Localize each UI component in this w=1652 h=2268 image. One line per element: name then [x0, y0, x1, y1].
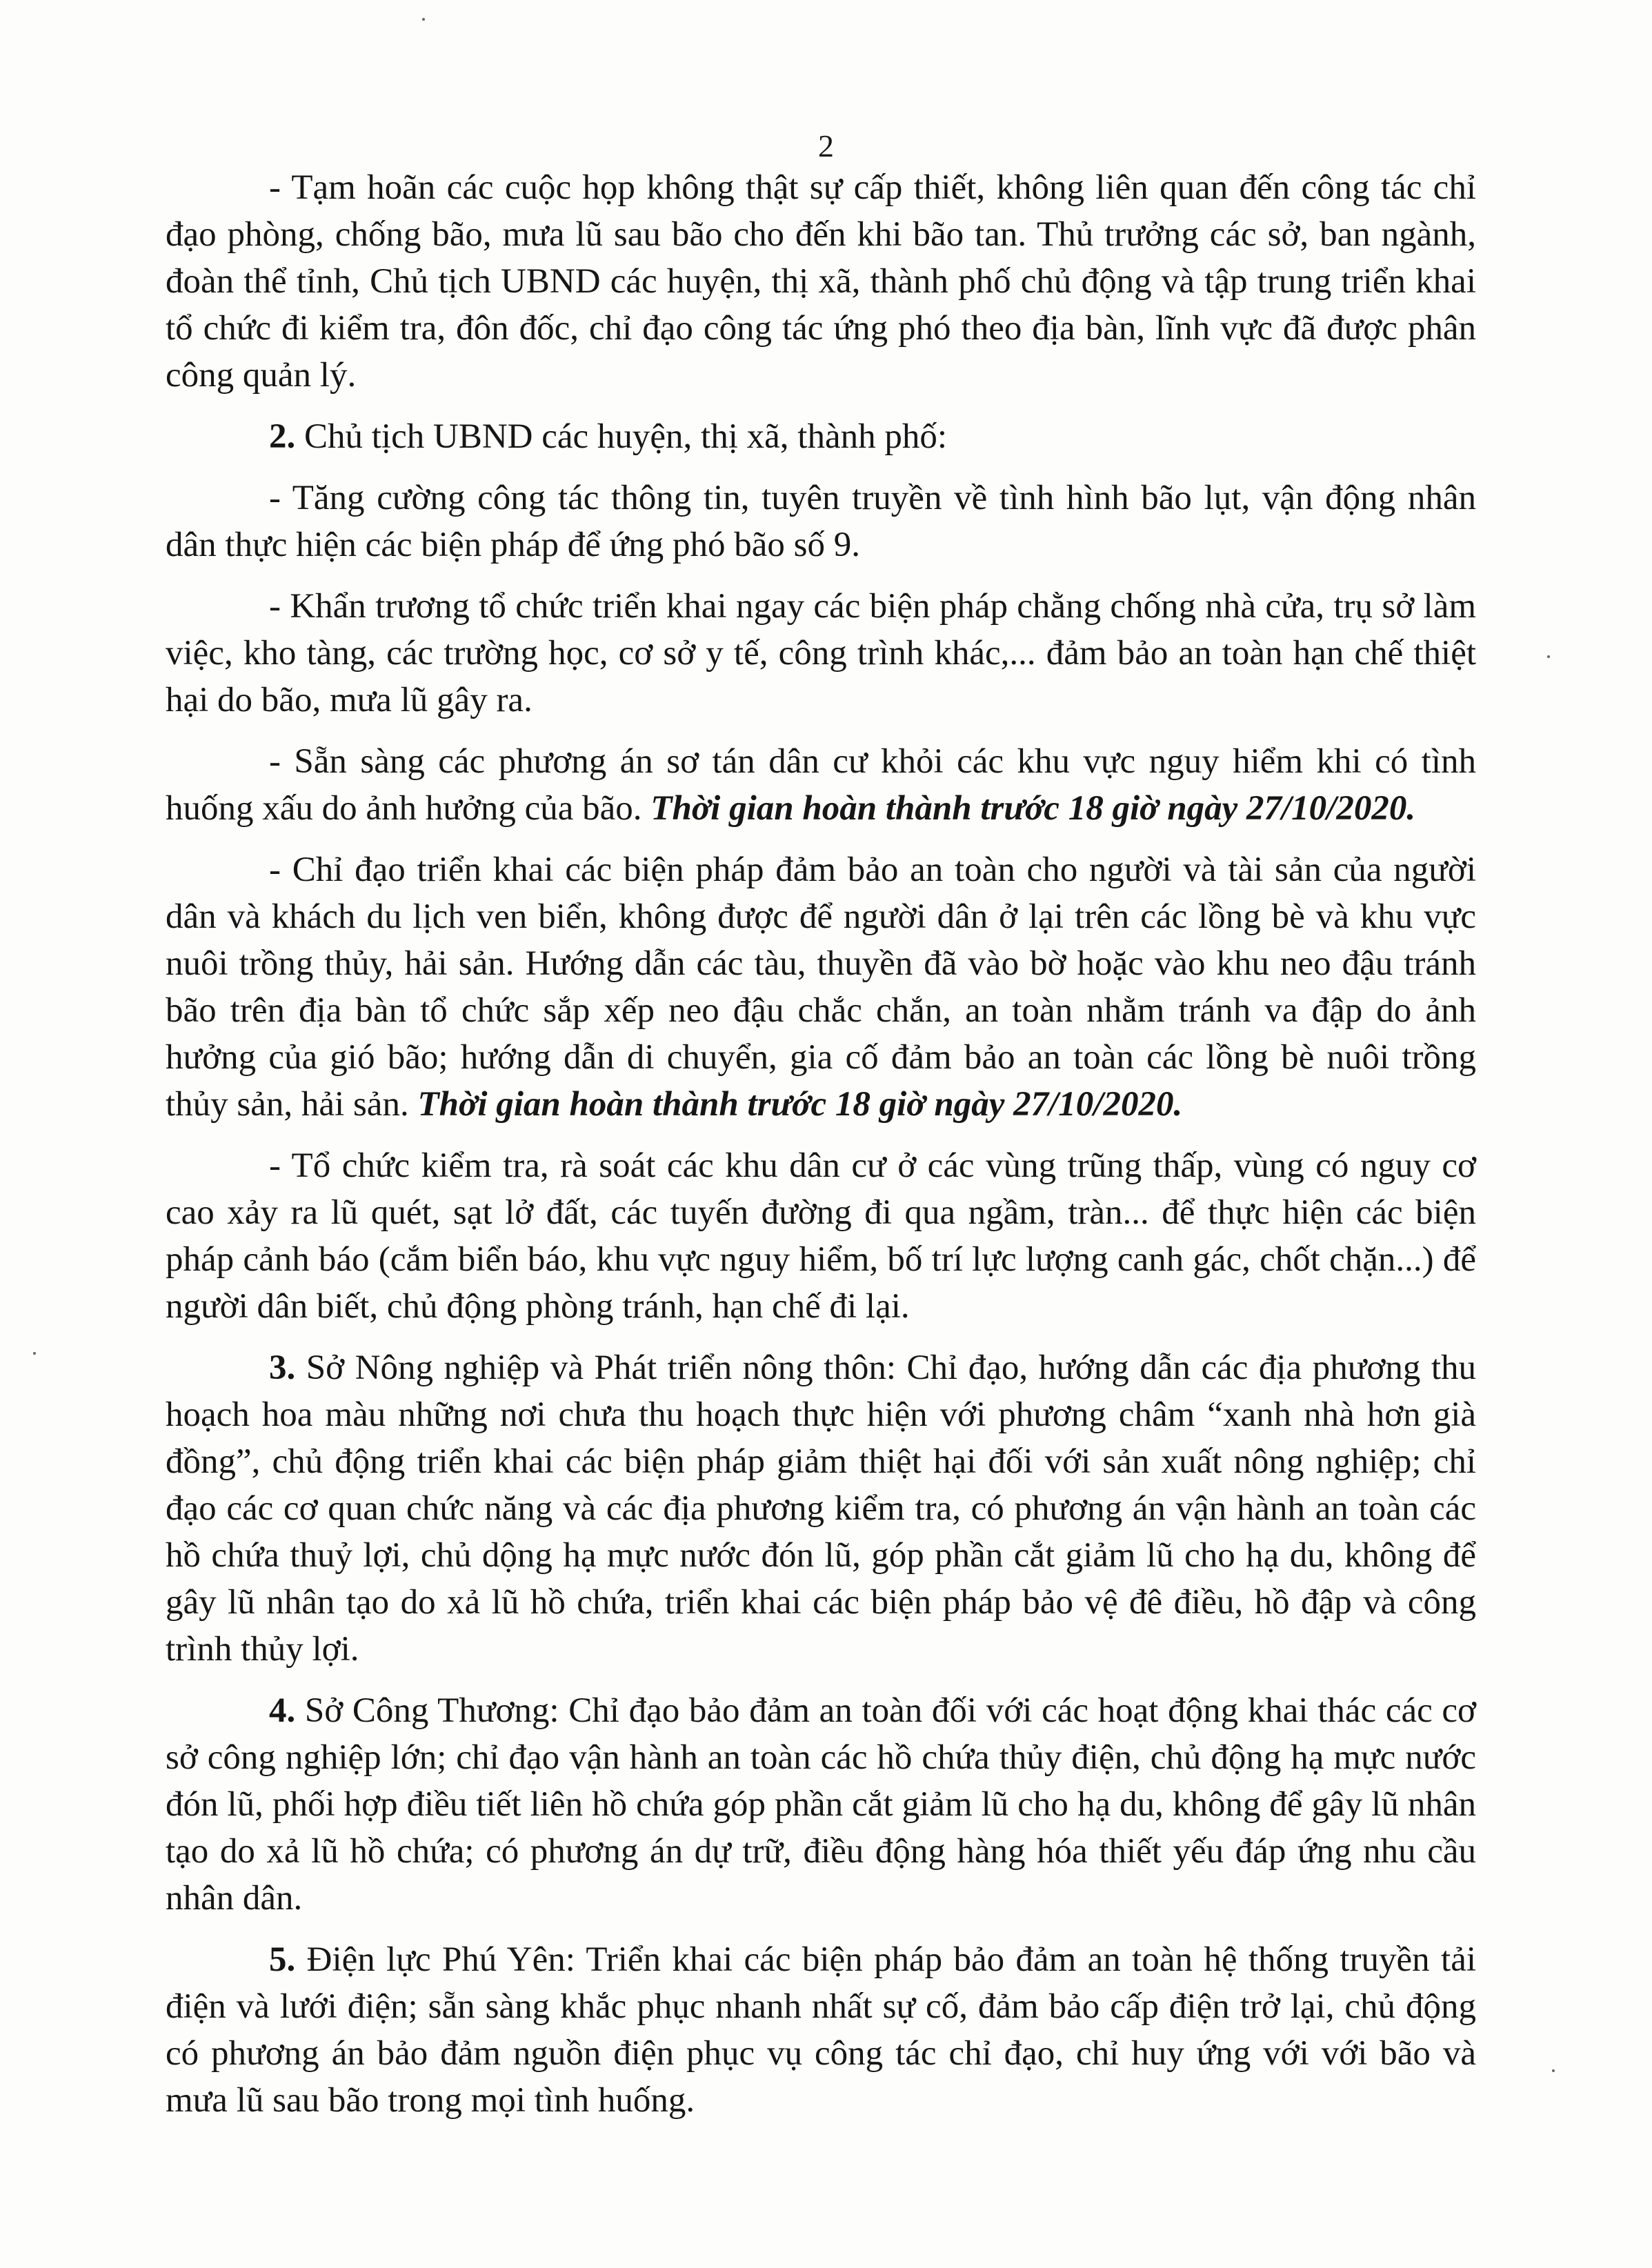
paragraph-text: - Tạm hoãn các cuộc họp không thật sự cấp thiết, không liên quan đến công tác chỉ đạo phòng, chống bão, mưa lũ sau bão cho đến khi bão tan. Thủ trưởng các sở, ban ngành, đoàn thể tỉnh, Chủ tịch UBND các huyện, thị xã, thành phố chủ động và tập trung triển khai tổ chức đi kiểm tra, đôn đốc, chỉ đạo công tác ứng phó theo địa bàn, lĩnh vực đã được phân công quản lý.	[166, 168, 1476, 395]
paragraph-lowland-inspection	[166, 1142, 1476, 1330]
document-body	[166, 164, 1476, 2124]
scan-speck	[33, 1352, 36, 1355]
section-number: 5.	[269, 1940, 296, 1979]
paragraph-text: - Tổ chức kiểm tra, rà soát các khu dân cư ở các vùng trũng thấp, vùng có nguy cơ cao xảy ra lũ quét, sạt lở đất, các tuyến đường đi qua ngầm, tràn... để thực hiện các biện pháp cảnh báo (cắm biển báo, khu vực nguy hiểm, bố trí lực lượng canh gác, chốt chặn...) để người dân biết, chủ động phòng tránh, hạn chế đi lại.	[166, 1146, 1476, 1326]
paragraph-text: Sở Nông nghiệp và Phát triển nông thôn: Chỉ đạo, hướng dẫn các địa phương thu hoạch hoa màu những nơi chưa thu hoạch thực hiện với phương châm “xanh nhà hơn già đồng”, chủ động triển khai các biện pháp giảm thiệt hại đối với sản xuất nông nghiệp; chỉ đạo các cơ quan chức năng và các địa phương kiểm tra, có phương án vận hành an toàn các hồ chứa thuỷ lợi, chủ dộng hạ mực nước đón lũ, góp phần cắt giảm lũ cho hạ du, không để gây lũ nhân tạo do xả lũ hồ chứa, triển khai các biện pháp bảo vệ đê điều, hồ đập và công trình thủy lợi.	[166, 1349, 1477, 1669]
scan-speck	[422, 18, 425, 21]
paragraph-district-chairman-heading	[166, 413, 1476, 460]
paragraph-text: - Tăng cường công tác thông tin, tuyên truyền về tình hình bão lụt, vận động nhân dân thực hiện các biện pháp để ứng phó bão số 9.	[166, 479, 1476, 564]
paragraph-evacuation-plan	[166, 738, 1476, 832]
paragraph-industry-trade-department	[166, 1687, 1476, 1922]
deadline-text: Thời gian hoàn thành trước 18 giờ ngày 27/10/2020.	[417, 1085, 1183, 1124]
paragraph-text: - Sẵn sàng các phương án sơ tán dân cư khỏi các khu vực nguy hiểm khi có tình huống xấu do ảnh hưởng của bão.	[166, 742, 1476, 828]
page-number: 2	[818, 128, 834, 163]
paragraph-text: Điện lực Phú Yên: Triển khai các biện pháp bảo đảm an toàn hệ thống truyền tải điện và lưới điện; sẵn sàng khắc phục nhanh nhất sự cố, đảm bảo cấp điện trở lại, chủ động có phương án bảo đảm nguồn điện phục vụ công tác chỉ đạo, chỉ huy ứng với với bão và mưa lũ sau bão trong mọi tình huống.	[166, 1940, 1477, 2120]
paragraph-postpone-meetings	[166, 164, 1476, 399]
paragraph-electricity-company	[166, 1936, 1476, 2124]
paragraph-coastal-safety	[166, 846, 1476, 1128]
paragraph-communication	[166, 475, 1476, 568]
section-number: 2.	[269, 417, 296, 456]
paragraph-text: - Chỉ đạo triển khai các biện pháp đảm bảo an toàn cho người và tài sản của người dân và khách du lịch ven biển, không được để người dân ở lại trên các lồng bè và khu vực nuôi trồng thủy, hải sản. Hướng dẫn các tàu, thuyền đã vào bờ hoặc vào khu neo đậu tránh bão trên địa bàn tổ chức sắp xếp neo đậu chắc chắn, an toàn nhằm tránh va đập do ảnh hưởng của gió bão; hướng dẫn di chuyển, gia cố đảm bảo an toàn các lồng bè nuôi trồng thủy sản, hải sản.	[166, 850, 1476, 1124]
paragraph-text: Chủ tịch UBND các huyện, thị xã, thành phố:	[304, 417, 947, 456]
deadline-text: Thời gian hoàn thành trước 18 giờ ngày 27/10/2020.	[650, 789, 1416, 828]
scan-speck	[1552, 2069, 1555, 2072]
section-number: 3.	[269, 1349, 296, 1387]
paragraph-text: Sở Công Thương: Chỉ đạo bảo đảm an toàn đối với các hoạt động khai thác các cơ sở công nghiệp lớn; chỉ đạo vận hành an toàn các hồ chứa thủy điện, chủ động hạ mực nước đón lũ, phối hợp điều tiết liên hồ chứa góp phần cắt giảm lũ cho hạ du, không để gây lũ nhân tạo do xả lũ hồ chứa; có phương án dự trữ, điều động hàng hóa thiết yếu đáp ứng nhu cầu nhân dân.	[166, 1691, 1477, 1918]
paragraph-agriculture-department	[166, 1344, 1476, 1673]
section-number: 4.	[269, 1691, 296, 1730]
paragraph-house-reinforcement	[166, 583, 1476, 724]
scan-speck	[1547, 655, 1550, 658]
paragraph-text: - Khẩn trương tổ chức triển khai ngay các biện pháp chằng chống nhà cửa, trụ sở làm việc, kho tàng, các trường học, cơ sở y tế, công trình khác,... đảm bảo an toàn hạn chế thiệt hại do bão, mưa lũ gây ra.	[166, 587, 1476, 719]
